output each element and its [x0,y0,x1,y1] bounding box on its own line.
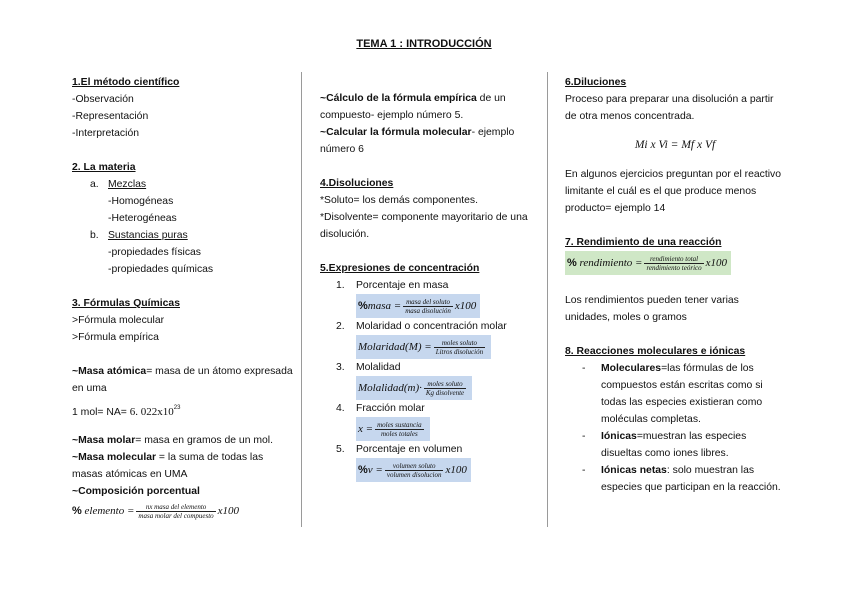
formula-fraction [136,503,215,520]
concentration-formula [356,417,430,441]
page-title: TEMA 1 : INTRODUCCIÓN [356,38,492,50]
formula-lhs: masa = [367,300,402,312]
formula-molecular-note [320,124,534,158]
fraction-numerator: nx masa del elemento [136,503,215,512]
term-label: ~Masa atómica [72,366,147,377]
column-2 [320,90,534,482]
concentration-item [320,318,534,359]
concentration-formula [356,335,491,359]
term-label: ~Cálculo de la fórmula empírica [320,93,477,104]
fraction-denominator: masa molar del compuesto [138,511,214,520]
list-bullet: - [582,363,586,374]
subsection-label: Sustancias puras [108,230,188,241]
item-number: 2. [336,321,345,332]
section-heading-diluciones: 6.Diluciones [565,77,627,88]
list-item: -Homogéneas [108,196,174,207]
list-item: >Fórmula molecular [72,315,165,326]
formula-lhs: Molalidad(m)· [358,382,422,394]
term-label: ~Calcular la fórmula molecular [320,127,472,138]
fraction-numerator: masa del soluto [403,298,453,307]
list-item: -Observación [72,94,134,105]
fraction-numerator: moles soluto [424,380,466,389]
formula-tail: x100 [705,257,728,269]
masa-molecular-definition [72,449,294,483]
term-text: - ejemplo número 6 [320,127,515,155]
formula-lhs: v = [367,464,383,476]
term-text: = masa en gramos de un mol. [135,435,273,446]
list-item: -propiedades químicas [108,264,214,275]
subsection-sustancias-puras [72,227,294,244]
mol-value: 6. 022x10 [129,406,174,418]
item-label: Porcentaje en volumen [356,444,463,455]
formula-lhs: x = [358,423,374,435]
formula-tail: x100 [454,300,477,312]
formula-fraction [403,298,453,315]
term-label: ~Masa molar [72,435,136,446]
section-heading-rendimiento: 7. Rendimiento de una reacción [565,237,722,248]
item-label: Molaridad o concentración molar [356,321,507,332]
concentration-item [320,400,534,441]
section-heading-disoluciones: 4.Disoluciones [320,178,394,189]
fraction-numerator: moles soluto [434,339,485,348]
column-1 [72,74,294,523]
percent-sign: % [358,464,368,476]
term-text: = la suma de todas las masas atómicas en UMA [72,452,264,480]
fraction-denominator: moles totales [380,429,418,438]
term-text: =muestran las especies disueltas como iones libres. [601,431,747,459]
item-label: Molalidad [356,362,401,373]
column-divider-right [547,72,548,527]
mol-exponent: 23 [173,405,181,411]
item-label: Porcentaje en masa [356,280,449,291]
term-label: Iónicas netas [601,465,667,476]
list-item: >Fórmula empírica [72,332,159,343]
mol-formula [72,397,294,424]
fraction-denominator: rendimiento teórico [646,263,702,272]
list-item [565,462,785,496]
formula-fraction [644,255,703,272]
concentration-formula [356,458,471,482]
formula-fraction [385,462,444,479]
fraction-numerator: rendimiento total [644,255,703,264]
concentration-list [320,277,534,482]
composicion-label: ~Composición porcentual [72,486,200,497]
list-item: *Soluto= los demás componentes. [320,195,478,206]
item-number: 1. [336,280,345,291]
fraction-numerator: moles sustancia [377,420,422,429]
item-label: Fracción molar [356,403,425,414]
formula-lhs: rendimiento = [579,257,643,269]
section-heading-formulas: 3. Fórmulas Químicas [72,298,180,309]
list-item: -Interpretación [72,128,139,139]
list-item [565,428,785,462]
list-marker: b. [90,230,99,241]
term-text: =las fórmulas de los compuestos están escritas como si todas las especies existieran como moléculas completas. [601,363,763,425]
column-divider-left [301,72,302,527]
formula-fraction [375,421,424,438]
masa-molar-definition [72,432,294,449]
masa-atomica-definition [72,363,294,397]
formula-fraction [434,339,485,356]
percent-sign: % [72,505,82,517]
section-heading-reacciones: 8. Reacciones moleculares e iónicas [565,346,746,357]
concentration-formula [356,376,472,400]
list-item: *Disolvente= componente mayoritario de una disolución. [320,212,528,240]
composicion-formula [72,500,294,523]
reactivo-limitante-text: En algunos ejercicios preguntan por el reactivo limitante el cuál es el que produce menos producto= ejemplo 14 [565,169,782,214]
item-number: 5. [336,444,345,455]
subsection-label: Mezclas [108,179,147,190]
fraction-denominator: masa disolución [405,306,451,315]
term-text: : solo muestran las especies que participan en la reacción. [601,465,781,493]
percent-sign: % [567,257,577,269]
subsection-mezclas [72,176,294,193]
percent-sign: % [358,300,368,312]
formula-fraction [424,380,466,397]
fraction-denominator: volumen disolucion [386,470,442,479]
rendimiento-formula [565,251,785,275]
formula-lhs: elemento = [84,505,135,517]
list-item: -Heterogéneas [108,213,177,224]
fraction-denominator: Kg disolvente [425,388,465,397]
diluciones-text: Proceso para preparar una disolución a partir de otra menos concentrada. [565,94,774,122]
section-heading-concentracion: 5.Expresiones de concentración [320,263,480,274]
formula-lhs: Molaridad(M) = [358,341,432,353]
concentration-item [320,441,534,482]
term-label: Moleculares [601,363,662,374]
term-label: Iónicas [601,431,637,442]
list-bullet: - [582,465,586,476]
formula-empirica-note [320,90,534,124]
term-text: = masa de un átomo expresada en uma [72,366,293,394]
fraction-numerator: volumen soluto [385,462,444,471]
formula-tail: x100 [217,505,240,517]
section-heading-metodo: 1.El método científico [72,77,180,88]
column-3 [565,74,785,496]
formula-tail: x100 [445,464,467,476]
list-item: -propiedades físicas [108,247,201,258]
concentration-item [320,359,534,400]
list-bullet: - [582,431,586,442]
fraction-denominator: Litros disolución [435,347,484,356]
term-text: de un compuesto- ejemplo número 5. [320,93,506,121]
concentration-formula [356,294,480,318]
list-item: -Representación [72,111,149,122]
mol-prefix: 1 mol= NA= [72,407,130,418]
term-label: ~Masa molecular [72,452,157,463]
dilution-formula: Mi x Vi = Mf x Vf [634,139,716,151]
item-number: 4. [336,403,345,414]
list-item [565,360,785,428]
rendimiento-text: Los rendimientos pueden tener varias unidades, moles o gramos [565,295,739,323]
section-heading-materia: 2. La materia [72,162,136,173]
list-marker: a. [90,179,99,190]
concentration-item [320,277,534,318]
item-number: 3. [336,362,345,373]
